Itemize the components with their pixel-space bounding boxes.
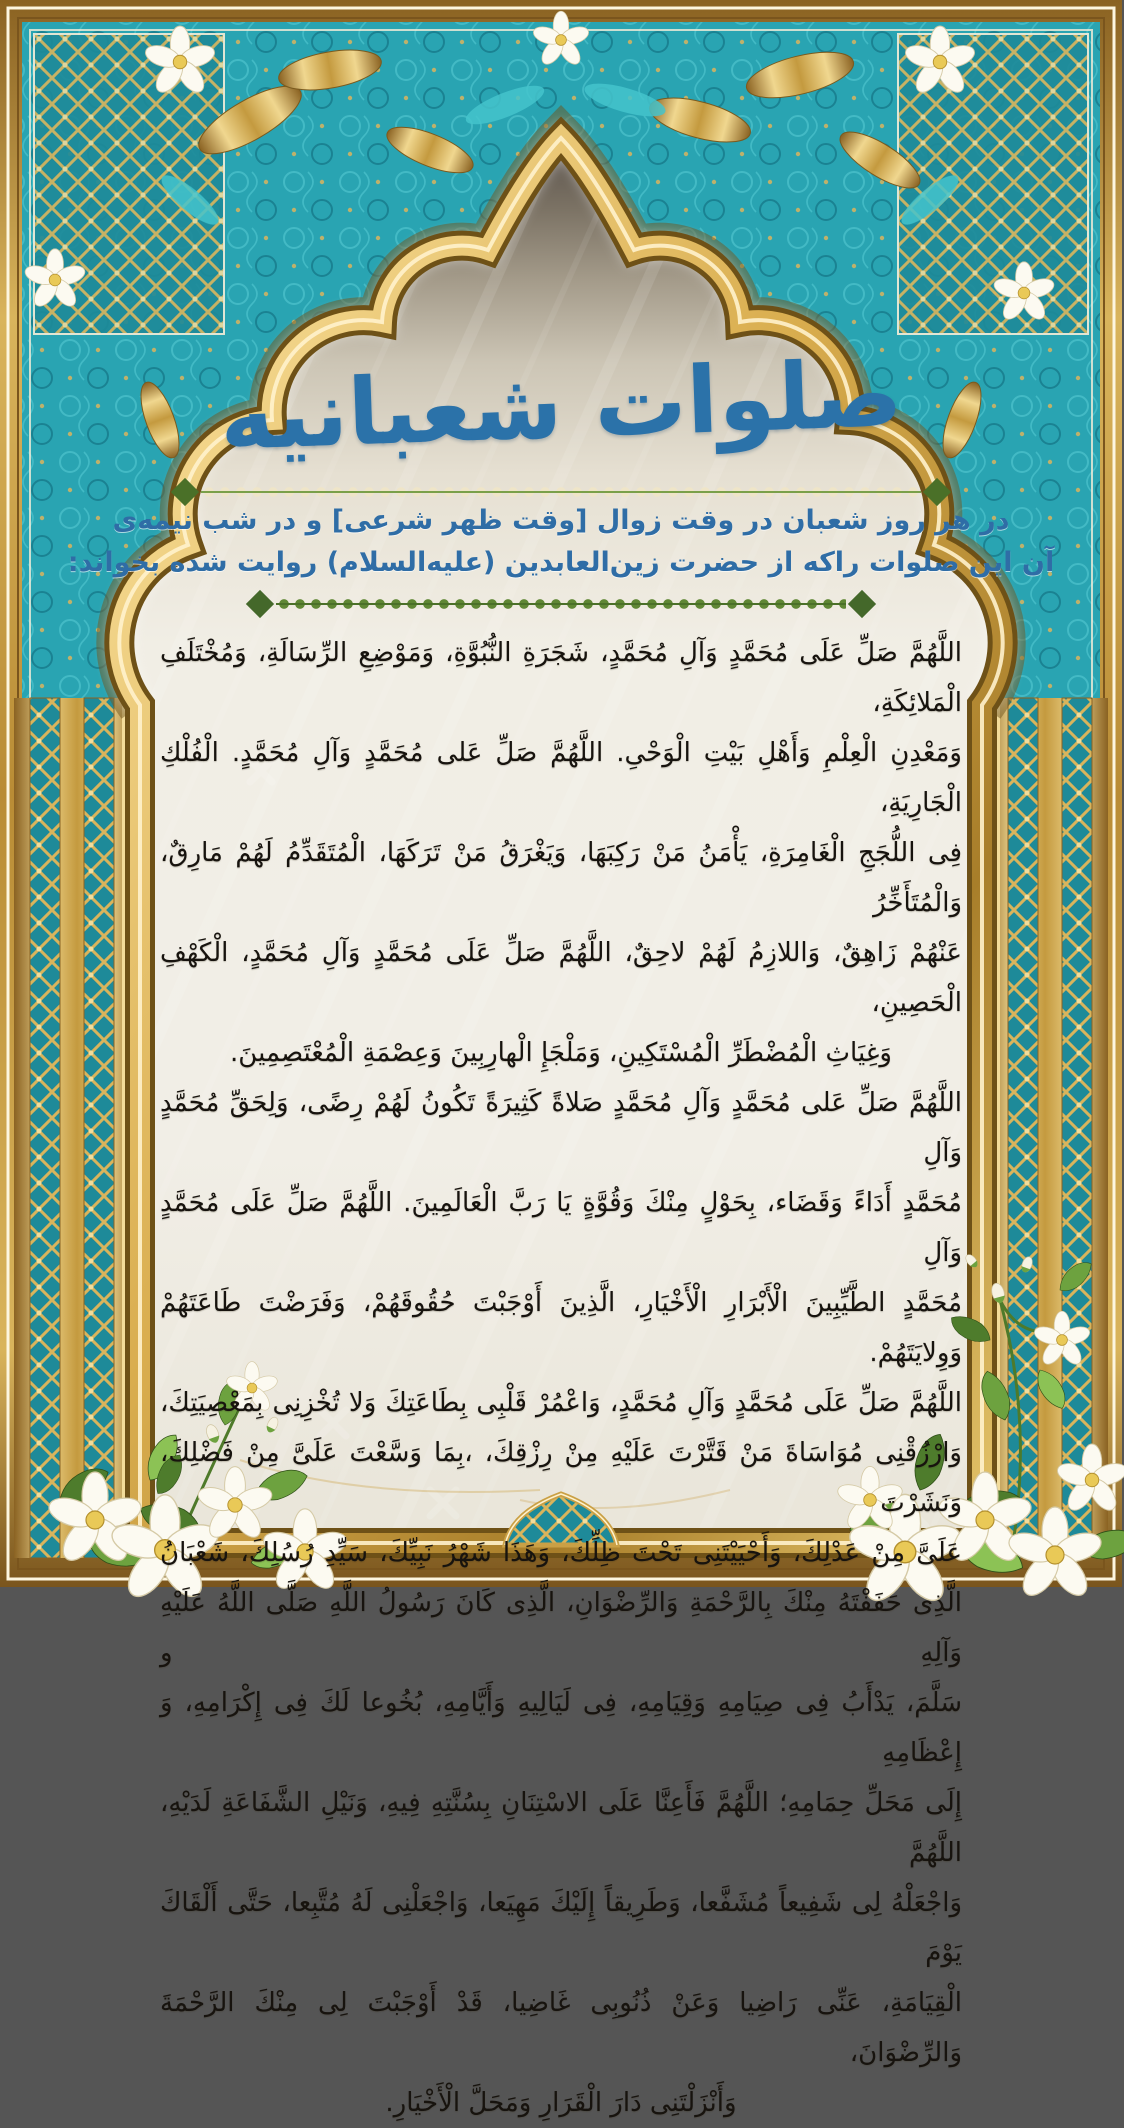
- rosette-strip: [201, 484, 921, 500]
- rosette-strip: [276, 596, 846, 612]
- prayer-line: وَاجْعَلْهُ لِى شَفِيعاً مُشَفَّعا، وَطَرِيقاً إِلَيْكَ مَهِيَعا، وَاجْعَلْنِى لَهُ مُتَّبِعا، حَتَّى أَلْقَاكَ يَوْمَ: [160, 1888, 962, 1968]
- prayer-line: وَارْزُقْنِى مُوَاسَاةَ مَنْ قَتَّرْتَ عَلَيْهِ مِنْ رِزْقِكَ، ،بِمَا وَسَّعْتَ عَلَىَّ مِنْ فَضْلِكَ، وَنَشَرْتَ: [160, 1438, 962, 1518]
- divider-above-prayer: [250, 594, 872, 614]
- persian-intro: [0, 500, 1122, 584]
- prayer-line: الَّذِى حَفَفْتَهُ مِنْكَ بِالرَّحْمَةِ وَالرِّضْوَانِ، الَّذِى كَانَ رَسُولُ اللَّهِ صَلَّى اللَّهُ عَلَيْهِ وَآلِهِ و: [160, 1588, 962, 1668]
- prayer-line: مُحَمَّدٍ أَدَاءً وَقَضَاء، بِحَوْلٍ مِنْكَ وَقُوَّةٍ يَا رَبَّ الْعَالَمِينَ. اللَّهُمَّ صَلِّ عَلَى مُحَمَّدٍ وَآلِ: [160, 1188, 962, 1268]
- poster-title: صلوات شعبانیه: [218, 340, 904, 471]
- prayer-line: وَغِيَاثِ الْمُضْطَرِّ الْمُسْتَكِينِ، وَمَلْجَإِ الْهارِبِينَ وَعِصْمَةِ الْمُعْتَصِمِينَ.: [230, 1038, 892, 1068]
- prayer-line: وَمَعْدِنِ الْعِلْمِ وَأَهْلِ بَيْتِ الْوَحْىِ. اللَّهُمَّ صَلِّ عَلى مُحَمَّدٍ وَآلِ مُحَمَّدٍ. الْفُلْكِ الْجَارِيَةِ،: [160, 738, 962, 818]
- prayer-line: مُحَمَّدٍ الطَّيِّبِينَ الْأَبْرَارِ الْأَخْيَارِ، الَّذِينَ أَوْجَبْتَ حُقُوقَهُمْ، وَفَرَضْتَ طَاعَتَهُمْ وَوِلايَتَهُمْ.: [160, 1288, 962, 1368]
- diamond-right-icon: [848, 590, 876, 618]
- prayer-line: سَلَّمَ، يَدْأَبُ فِى صِيَامِهِ وَقِيَامِهِ، فِى لَيَالِيهِ وَأَيَّامِهِ، بُخُوعا لَكَ فِى إِكْرَامِهِ، وَ إِعْظَامِهِ: [160, 1688, 962, 1768]
- prayer-text-block: [160, 628, 962, 2128]
- intro-line-1: در هر روز شعبان در وقت زوال [وقت ظهر شرعی] و در شب نیمه‌ی: [112, 505, 1010, 536]
- prayer-line: عَلَىَّ مِنْ عَدْلِكَ، وَأَحْيَيْتَنِى تَحْتَ ظِلِّكَ، وَهَذَا شَهْرُ نَبِيِّكَ، سَيِّدِ رُسُلِكَ، شَعْبَانُ: [160, 1538, 962, 1568]
- diamond-left-icon: [246, 590, 274, 618]
- prayer-line: وَأَنْزَلْتَنِى دَارَ الْقَرَارِ وَمَحَلَّ الْأَخْيَارِ.: [385, 2088, 737, 2118]
- divider-under-title: [175, 482, 947, 502]
- prayer-line: اللَّهُمَّ صَلِّ عَلَى مُحَمَّدٍ وَآلِ مُحَمَّدٍ، وَاعْمُرْ قَلْبِى بِطَاعَتِكَ وَلا تُخْزِنِى بِمَعْصِيَتِكَ،: [160, 1388, 962, 1418]
- prayer-line: فِى اللُّجَجِ الْغَامِرَةِ، يَأْمَنُ مَنْ رَكِبَهَا، وَيَغْرَقُ مَنْ تَرَكَهَا، الْمُتَقَدِّمُ لَهُمْ مَارِقٌ، وَالْمُتَأَخِّرُ: [160, 838, 962, 918]
- prayer-line: عَنْهُمْ زَاهِقٌ، وَاللازِمُ لَهُمْ لاحِقٌ، اللَّهُمَّ صَلِّ عَلَى مُحَمَّدٍ وَآلِ مُحَمَّدٍ، الْكَهْفِ الْحَصِينِ،: [160, 938, 962, 1018]
- intro-line-2: آن این صلوات راکه از حضرت زین‌العابدین (علیه‌السلام) روایت شده بخواند:: [67, 547, 1055, 578]
- prayer-line: الْقِيَامَةِ، عَنِّى رَاضِيا وَعَنْ ذُنُوبِى غَاضِيا، قَدْ أَوْجَبْتَ لِى مِنْكَ الرَّحْمَةَ وَالرِّضْوَانَ،: [160, 1988, 962, 2068]
- prayer-line: اللَّهُمَّ صَلِّ عَلَى مُحَمَّدٍ وَآلِ مُحَمَّدٍ، شَجَرَةِ النُّبُوَّةِ، وَمَوْضِعِ الرِّسَالَةِ، وَمُخْتَلَفِ الْمَلائِكَةِ،: [160, 638, 962, 718]
- prayer-line: اللَّهُمَّ صَلِّ عَلى مُحَمَّدٍ وَآلِ مُحَمَّدٍ صَلاةً كَثِيرَةً تَكُونُ لَهُمْ رِضًى، وَلِحَقِّ مُحَمَّدٍ وَآلِ: [160, 1088, 962, 1168]
- prayer-line: إِلَى مَحَلِّ حِمَامِهِ؛ اللَّهُمَّ فَأَعِنَّا عَلَى الاسْتِنَانِ بِسُنَّتِهِ فِيهِ، وَنَيْلِ الشَّفَاعَةِ لَدَيْهِ، اللَّهُمَّ: [160, 1788, 962, 1868]
